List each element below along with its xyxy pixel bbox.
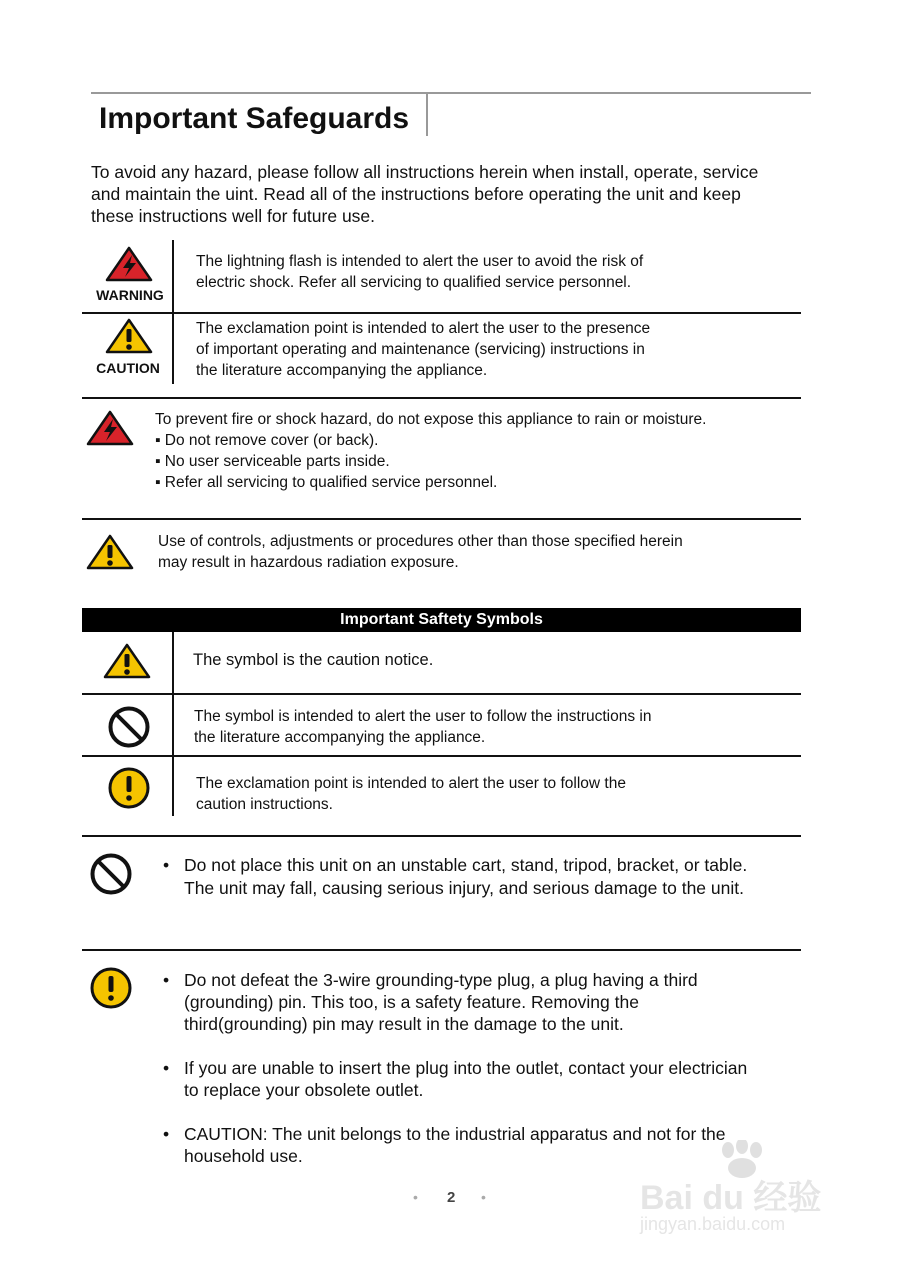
mandatory-line: (grounding) pin. This too, is a safety feature. Removing the	[184, 992, 639, 1012]
prohibit-line: The unit may fall, causing serious injury, and serious damage to the unit.	[184, 878, 744, 898]
header-top-rule	[91, 92, 811, 94]
caution-line: The exclamation point is intended to alert the user to the presence	[196, 320, 651, 337]
page-number: 2	[447, 1189, 456, 1206]
exclamation-triangle-icon	[103, 643, 151, 679]
exclamation-circle-icon	[107, 766, 151, 810]
section-rule	[82, 518, 801, 520]
intro-paragraph	[91, 161, 758, 227]
symbol-line: the literature accompanying the appliance.	[194, 729, 486, 746]
mandatory-item	[184, 969, 698, 1035]
mandatory-line: to replace your obsolete outlet.	[184, 1080, 424, 1100]
mandatory-line: household use.	[184, 1146, 303, 1166]
lightning-triangle-icon	[86, 410, 134, 446]
warning-label: WARNING	[96, 287, 164, 303]
mandatory-line: CAUTION: The unit belongs to the industrial apparatus and not for the	[184, 1124, 726, 1144]
bullet-marker: •	[163, 1124, 170, 1144]
radiation-line: may result in hazardous radiation exposure.	[158, 554, 459, 571]
symbol-line: The exclamation point is intended to alert the user to follow the	[196, 775, 626, 792]
symbol-mandatory-text	[196, 773, 626, 815]
fire-hazard-text	[155, 409, 706, 493]
row-divider	[82, 693, 801, 695]
lightning-triangle-icon	[105, 246, 153, 282]
radiation-text	[158, 531, 683, 573]
intro-line: To avoid any hazard, please follow all instructions herein when install, operate, service	[91, 162, 759, 182]
symbol-prohibition-text	[194, 706, 652, 748]
warning-line: electric shock. Refer all servicing to qualified service personnel.	[196, 274, 632, 291]
exclamation-triangle-icon	[105, 318, 153, 354]
row-divider	[82, 755, 801, 757]
prohibition-icon	[89, 852, 133, 896]
symbol-caution-text: The symbol is the caution notice.	[193, 651, 434, 669]
exclamation-circle-icon	[89, 966, 133, 1010]
mandatory-item	[184, 1057, 747, 1101]
warning-line: The lightning flash is intended to alert the user to avoid the risk of	[196, 253, 644, 270]
prohibit-text	[184, 854, 747, 900]
section-rule	[82, 949, 801, 951]
bullet-marker: •	[163, 970, 170, 990]
symbol-line: The symbol is intended to alert the user to follow the instructions in	[194, 708, 652, 725]
prohibit-line: Do not place this unit on an unstable cart, stand, tripod, bracket, or table.	[184, 855, 748, 875]
mandatory-line: Do not defeat the 3-wire grounding-type plug, a plug having a third	[184, 970, 698, 990]
intro-line: and maintain the uint. Read all of the instructions before operating the unit and keep	[91, 184, 741, 204]
watermark-brand: Bai du 经验	[640, 1179, 822, 1217]
caution-description	[196, 318, 650, 381]
watermark-url: jingyan.baidu.com	[640, 1214, 786, 1234]
section-rule	[82, 397, 801, 399]
warning-description	[196, 251, 643, 293]
watermark-logo	[640, 1140, 860, 1250]
intro-line: these instructions well for future use.	[91, 206, 376, 226]
fire-line: To prevent fire or shock hazard, do not expose this appliance to rain or moisture.	[155, 411, 707, 428]
header-divider	[426, 92, 428, 136]
caution-line: of important operating and maintenance (servicing) instructions in	[196, 341, 645, 358]
mandatory-line: third(grounding) pin may result in the damage to the unit.	[184, 1014, 624, 1034]
bullet-marker: •	[163, 855, 170, 875]
fire-line: ▪ Do not remove cover (or back).	[155, 432, 379, 449]
bullet-marker: •	[163, 1058, 170, 1078]
symbol-line: caution instructions.	[196, 796, 333, 813]
row-divider	[82, 312, 801, 314]
symbols-column-divider	[172, 632, 174, 816]
mandatory-line: If you are unable to insert the plug into the outlet, contact your electrician	[184, 1058, 748, 1078]
prohibition-icon	[107, 705, 151, 749]
fire-line: ▪ Refer all servicing to qualified service personnel.	[155, 474, 498, 491]
page-title: Important Safeguards	[99, 102, 410, 135]
symbols-table-title: Important Saftety Symbols	[340, 611, 543, 628]
section-rule	[82, 835, 801, 837]
exclamation-triangle-icon	[86, 534, 134, 570]
footer-dot: •	[481, 1189, 486, 1205]
caution-line: the literature accompanying the appliance.	[196, 362, 488, 379]
radiation-line: Use of controls, adjustments or procedures other than those specified herein	[158, 533, 683, 550]
footer-dot: •	[413, 1189, 418, 1205]
caution-label: CAUTION	[96, 360, 160, 376]
fire-line: ▪ No user serviceable parts inside.	[155, 453, 390, 470]
